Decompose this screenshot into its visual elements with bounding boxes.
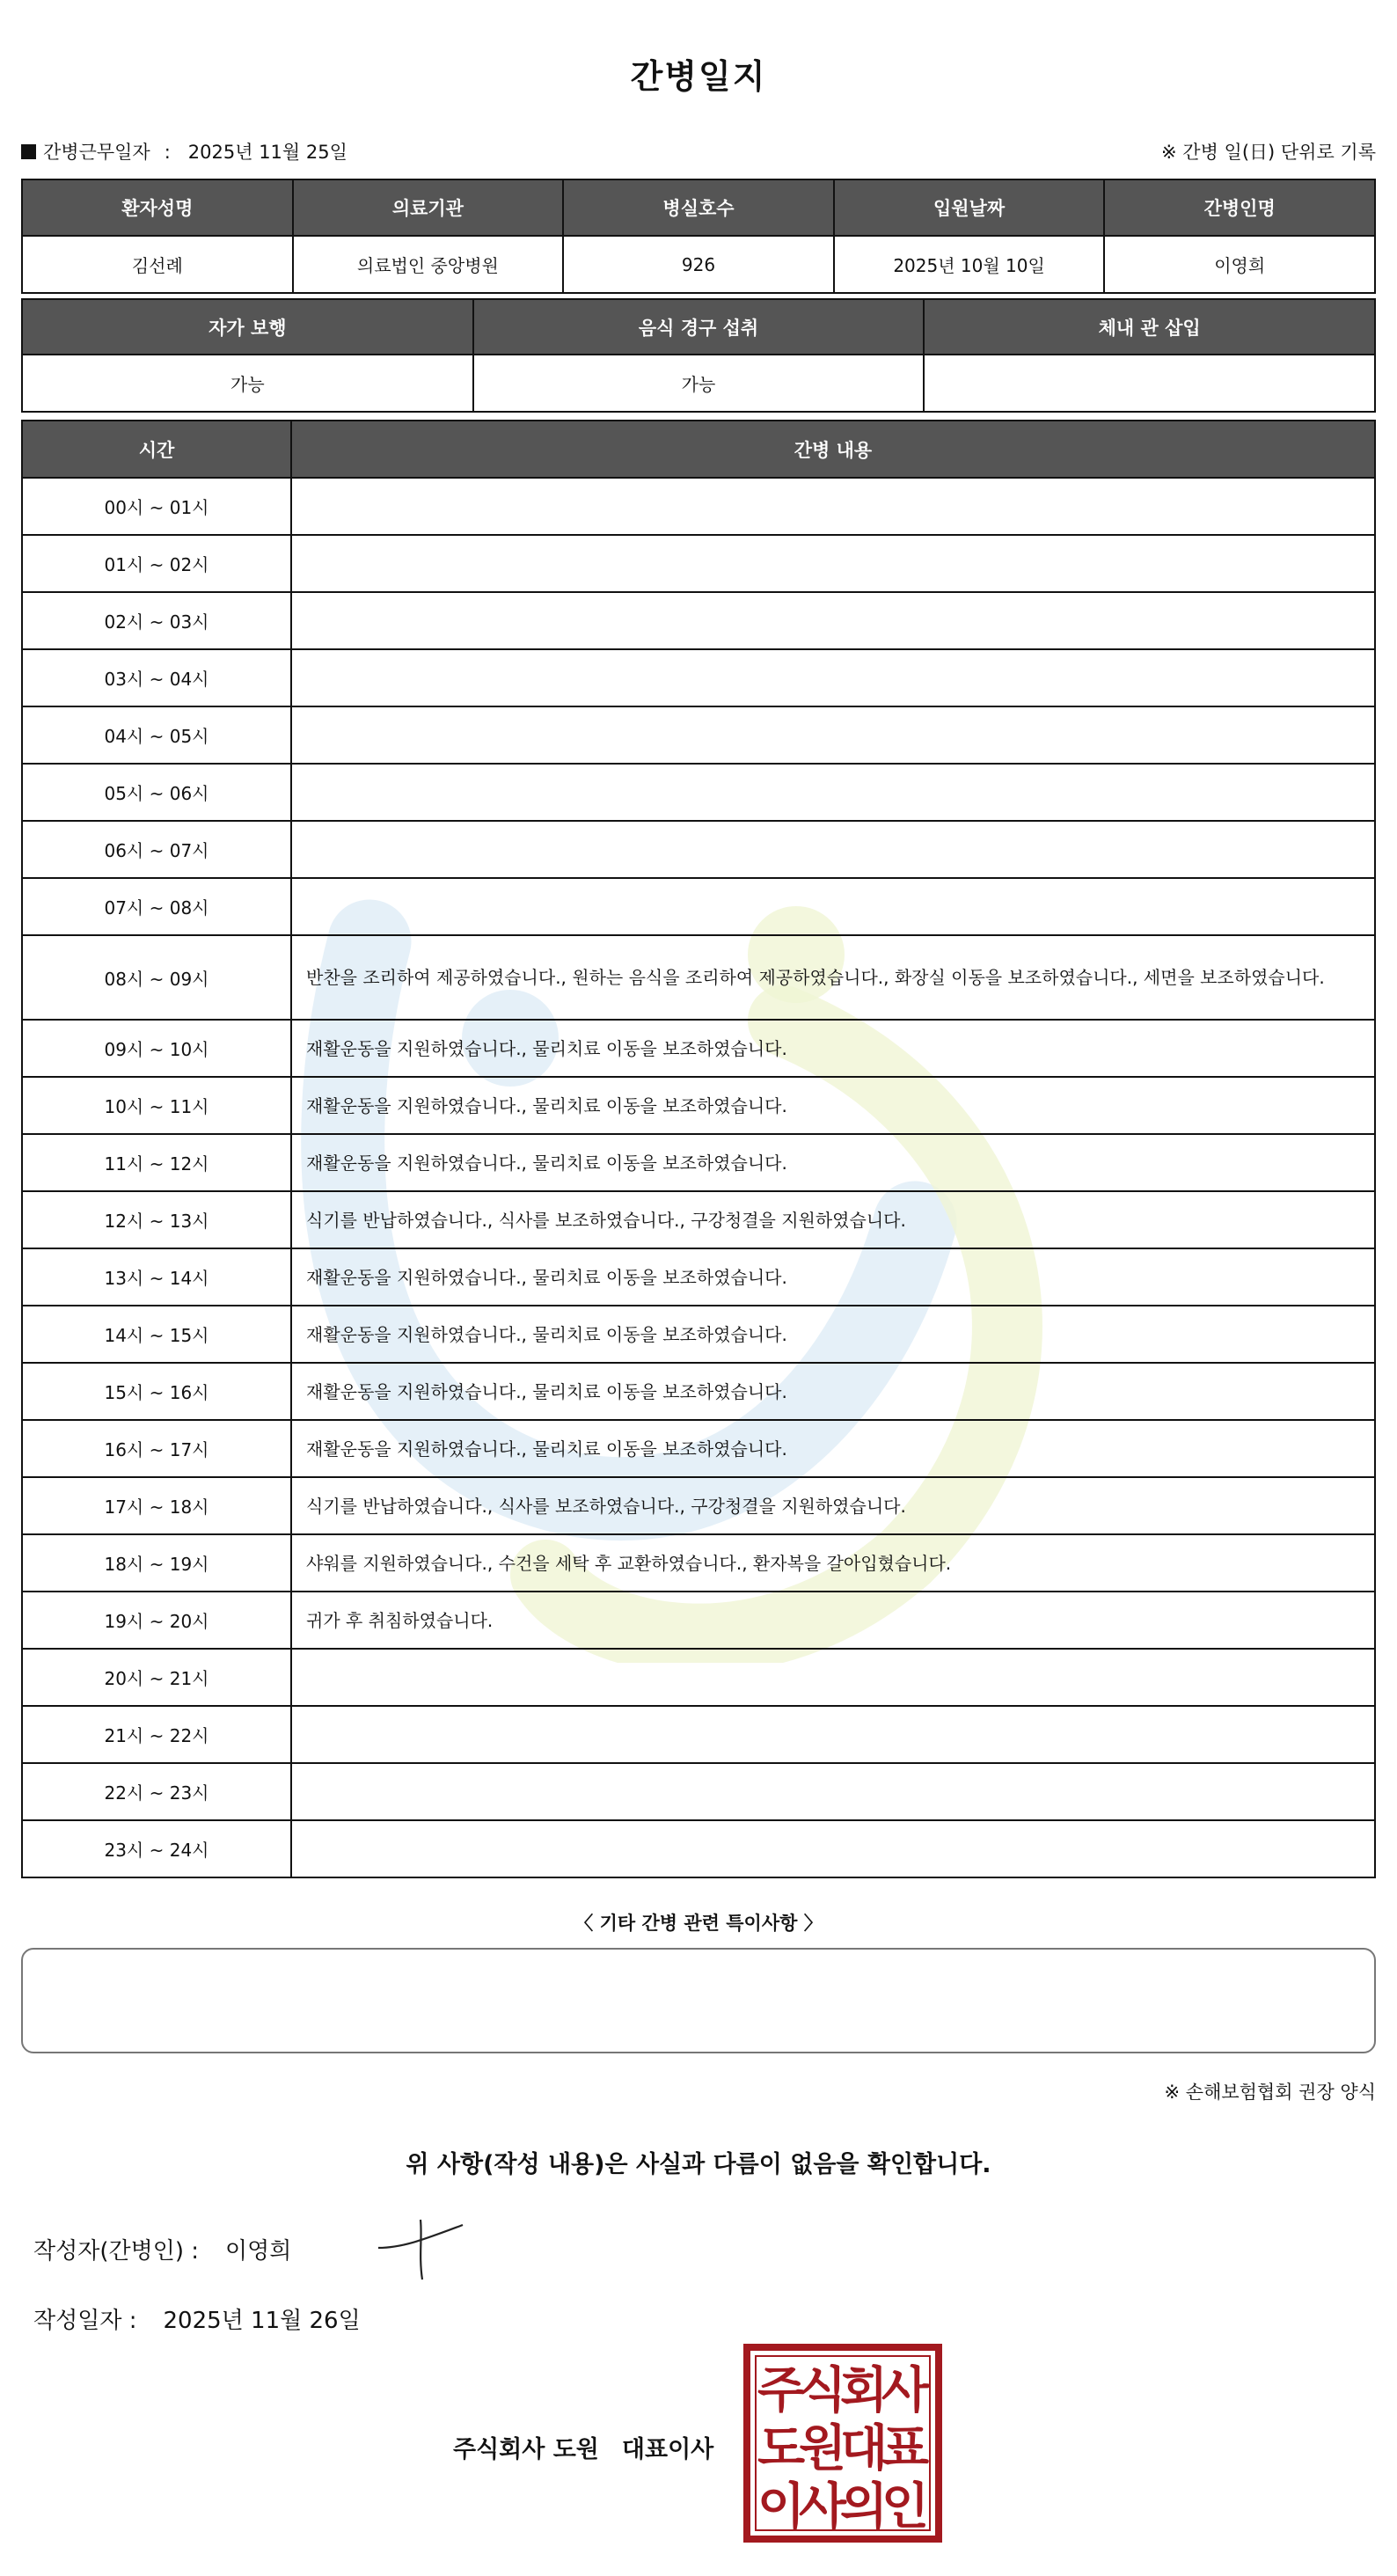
table-row (22, 1534, 1375, 1592)
table-row (22, 1191, 1375, 1248)
seal-glyph: 대 (839, 2420, 889, 2477)
written-date-value: 2025년 11월 26일 (163, 2308, 361, 2334)
row-time: 22시 ~ 23시 (22, 1763, 291, 1820)
header-care-content: 간병 내용 (291, 421, 1375, 478)
row-time: 15시 ~ 16시 (22, 1363, 291, 1420)
row-care-content (291, 706, 1375, 764)
row-time: 02시 ~ 03시 (22, 592, 291, 649)
seal-glyph: 원 (798, 2420, 847, 2477)
row-care-content (291, 878, 1375, 935)
row-time: 17시 ~ 18시 (22, 1477, 291, 1534)
room-number: 926 (563, 236, 834, 293)
row-time: 18시 ~ 19시 (22, 1534, 291, 1592)
row-time: 14시 ~ 15시 (22, 1306, 291, 1363)
table-row (22, 592, 1375, 649)
table-row (22, 764, 1375, 821)
row-time: 10시 ~ 11시 (22, 1077, 291, 1134)
row-time: 21시 ~ 22시 (22, 1706, 291, 1763)
row-time: 03시 ~ 04시 (22, 649, 291, 706)
seal-glyph: 회 (839, 2362, 889, 2419)
row-time: 00시 ~ 01시 (22, 478, 291, 535)
tube-status (924, 355, 1375, 412)
table-row (22, 1820, 1375, 1877)
patient-status-table (21, 298, 1376, 413)
table-row (22, 535, 1375, 592)
written-date-label: 작성일자 : (33, 2308, 137, 2334)
table-row (22, 478, 1375, 535)
row-time: 06시 ~ 07시 (22, 821, 291, 878)
row-care-content (291, 1763, 1375, 1820)
table-row (22, 1706, 1375, 1763)
header-admission-date: 입원날짜 (834, 179, 1105, 236)
row-care-content (291, 1706, 1375, 1763)
confirmation-statement: 위 사항(작성 내용)은 사실과 다름이 없음을 확인합니다. (406, 2151, 991, 2178)
page-title: 간병일지 (630, 57, 767, 96)
table-row (22, 1134, 1375, 1191)
table-row (22, 821, 1375, 878)
header-tube: 체내 관 삽입 (924, 299, 1375, 355)
written-date (33, 2302, 361, 2335)
header-caregiver: 간병인명 (1104, 179, 1375, 236)
table-row (22, 706, 1375, 764)
writer (33, 2233, 291, 2265)
table-row (22, 649, 1375, 706)
row-time: 09시 ~ 10시 (22, 1020, 291, 1077)
row-care-content: 재활운동을 지원하였습니다., 물리치료 이동을 보조하였습니다. (291, 1248, 1375, 1306)
writer-label: 작성자(간병인) : (33, 2238, 200, 2265)
row-care-content: 재활운동을 지원하였습니다., 물리치료 이동을 보조하였습니다. (291, 1306, 1375, 1363)
row-care-content: 재활운동을 지원하였습니다., 물리치료 이동을 보조하였습니다. (291, 1077, 1375, 1134)
seal-glyph: 사 (881, 2362, 930, 2419)
care-log-rows (22, 478, 1375, 1877)
row-care-content: 식기를 반납하였습니다., 식사를 보조하였습니다., 구강청결을 지원하였습니다. (291, 1191, 1375, 1248)
table-row (22, 1248, 1375, 1306)
walking-status: 가능 (22, 355, 473, 412)
company-seal-stamp (743, 2344, 942, 2543)
table-row (22, 1363, 1375, 1420)
table-row (22, 1477, 1375, 1534)
header-time: 시간 (22, 421, 291, 478)
row-care-content (291, 478, 1375, 535)
table-row (22, 935, 1375, 1020)
header-patient-name: 환자성명 (22, 179, 293, 236)
header-walking: 자가 보행 (22, 299, 473, 355)
company-signature (453, 2430, 713, 2464)
row-time: 23시 ~ 24시 (22, 1820, 291, 1877)
writer-name: 이영희 (225, 2238, 292, 2265)
row-care-content (291, 649, 1375, 706)
row-care-content (291, 592, 1375, 649)
company-title: 대표이사 (621, 2436, 714, 2463)
patient-name: 김선례 (22, 236, 293, 293)
row-care-content: 재활운동을 지원하였습니다., 물리치료 이동을 보조하였습니다. (291, 1420, 1375, 1477)
table-row (22, 1649, 1375, 1706)
row-care-content: 샤워를 지원하였습니다., 수건을 세탁 후 교환하였습니다., 환자복을 갈아입혔습니다. (291, 1534, 1375, 1592)
row-time: 07시 ~ 08시 (22, 878, 291, 935)
row-care-content: 식기를 반납하였습니다., 식사를 보조하였습니다., 구강청결을 지원하였습니다. (291, 1477, 1375, 1534)
seal-glyph: 이 (757, 2478, 806, 2536)
table-row (22, 1592, 1375, 1649)
table-row (22, 1020, 1375, 1077)
seal-glyph: 표 (881, 2420, 930, 2477)
table-row (22, 1306, 1375, 1363)
remarks-label: 〈 기타 간병 관련 특이사항 〉 (574, 1913, 823, 1934)
row-care-content: 귀가 후 취침하였습니다. (291, 1592, 1375, 1649)
seal-glyph: 주 (757, 2362, 806, 2419)
remarks-box (21, 1948, 1376, 2053)
square-bullet-icon (21, 144, 36, 159)
signature-image (377, 2213, 473, 2283)
row-care-content (291, 1820, 1375, 1877)
row-time: 01시 ~ 02시 (22, 535, 291, 592)
patient-info-table (21, 179, 1376, 294)
row-time: 04시 ~ 05시 (22, 706, 291, 764)
seal-glyph: 의 (839, 2478, 889, 2536)
seal-glyph: 식 (798, 2362, 847, 2419)
care-date: 간병근무일자 : 2025년 11월 25일 (21, 138, 347, 165)
company-name: 주식회사 도원 (453, 2436, 599, 2463)
unit-note: ※ 간병 일(日) 단위로 기록 (1161, 142, 1376, 163)
table-row (22, 1763, 1375, 1820)
admission-date: 2025년 10월 10일 (834, 236, 1105, 293)
form-note: ※ 손해보험협회 권장 양식 (1164, 2082, 1376, 2103)
seal-glyph: 도 (757, 2420, 806, 2477)
table-row (22, 1420, 1375, 1477)
row-care-content: 반찬을 조리하여 제공하였습니다., 원하는 음식을 조리하여 제공하였습니다., 화장실 이동을 보조하였습니다., 세면을 보조하였습니다. (291, 935, 1375, 1020)
care-date-value: 2025년 11월 25일 (187, 142, 347, 163)
header-institution: 의료기관 (293, 179, 564, 236)
row-care-content: 재활운동을 지원하였습니다., 물리치료 이동을 보조하였습니다. (291, 1363, 1375, 1420)
row-time: 20시 ~ 21시 (22, 1649, 291, 1706)
row-care-content (291, 1649, 1375, 1706)
row-time: 13시 ~ 14시 (22, 1248, 291, 1306)
row-time: 05시 ~ 06시 (22, 764, 291, 821)
row-care-content: 재활운동을 지원하였습니다., 물리치료 이동을 보조하였습니다. (291, 1020, 1375, 1077)
oral-intake-status: 가능 (473, 355, 925, 412)
row-care-content (291, 535, 1375, 592)
care-date-label: 간병근무일자 (43, 142, 150, 163)
header-oral-intake: 음식 경구 섭취 (473, 299, 925, 355)
row-time: 11시 ~ 12시 (22, 1134, 291, 1191)
institution: 의료법인 중앙병원 (293, 236, 564, 293)
row-care-content (291, 821, 1375, 878)
table-row (22, 1077, 1375, 1134)
row-time: 12시 ~ 13시 (22, 1191, 291, 1248)
row-time: 16시 ~ 17시 (22, 1420, 291, 1477)
care-log-table (21, 420, 1376, 1878)
table-row (22, 878, 1375, 935)
row-care-content (291, 764, 1375, 821)
row-time: 08시 ~ 09시 (22, 935, 291, 1020)
seal-glyph: 사 (798, 2478, 847, 2536)
row-time: 19시 ~ 20시 (22, 1592, 291, 1649)
header-room: 병실호수 (563, 179, 834, 236)
caregiver-name: 이영희 (1104, 236, 1375, 293)
seal-glyph: 인 (881, 2478, 930, 2536)
row-care-content: 재활운동을 지원하였습니다., 물리치료 이동을 보조하였습니다. (291, 1134, 1375, 1191)
